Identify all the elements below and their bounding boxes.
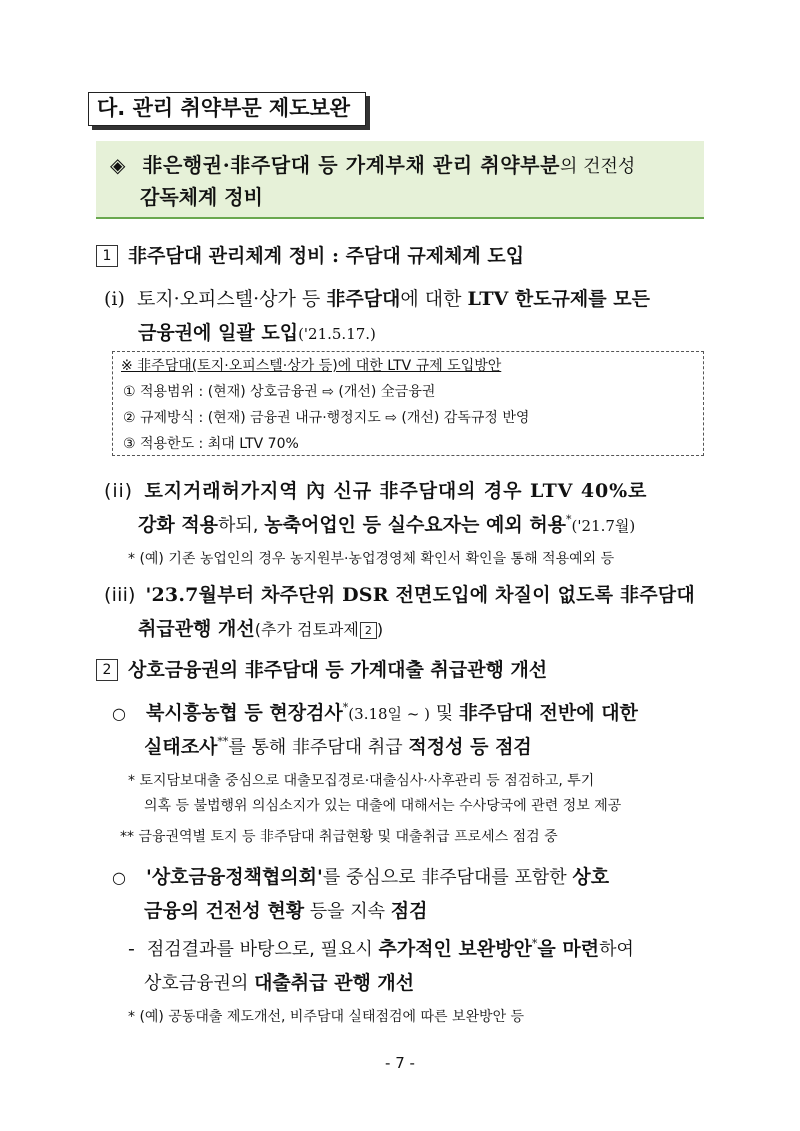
item2-b1-sup: * (342, 701, 349, 714)
item1-i-text: 토지·오피스텔·상가 등 (136, 288, 327, 310)
item1-i-text2: 에 대한 (400, 288, 468, 310)
item2-b3-text: 점검결과를 바탕으로, 필요시 (146, 939, 379, 960)
item2-b2-bold3: 금융의 건전성 현황 (144, 900, 305, 922)
item2-b1-bold2: 非주담대 전반에 대한 (458, 702, 638, 724)
item2-b2-line1 (112, 862, 609, 889)
item1-i-line2 (138, 318, 376, 345)
item1-ii-line2 (138, 510, 635, 537)
item2-b3-bold: 추가적인 보완방안 (378, 938, 532, 960)
summary-line-2: 감독체계 정비 (140, 185, 263, 209)
ltv-note-box (112, 351, 704, 456)
item1-i-bold: 非주담대 (326, 288, 401, 310)
item2-b2-line2 (144, 896, 428, 923)
summary-box (96, 141, 704, 219)
item1-i-bold2: LTV 한도규제를 모든 (467, 288, 650, 310)
item1-ii-footnote: * (예) 기존 농업인의 경우 농지원부·농업경영체 확인서 확인을 통해 적용예외 등 (128, 551, 615, 567)
item1-iii-text: (추가 검토과제 (254, 620, 359, 639)
item2-b3-footnote: * (예) 공동대출 제도개선, 비주담대 실태점검에 따른 보완방안 등 (128, 1009, 525, 1025)
item1-ii-bold3: 농축어업인 등 실수요자는 예외 허용 (264, 514, 567, 536)
item1-ii-bold2: 강화 적용 (138, 514, 219, 536)
item2-b3-line2 (144, 968, 414, 995)
note-row-2: ② 규제방식 : (현재) 금융권 내규·행정지도 ⇨ (개선) 감독규정 반영 (123, 410, 530, 426)
note-title: ※ 非주담대(토지·오피스텔·상가 등)에 대한 LTV 규제 도입방안 (121, 358, 502, 374)
item2-b1-bold: 북시흥농협 등 현장검사 (146, 702, 343, 724)
dash-bullet: - (128, 938, 135, 960)
item2-b1-fn1-a: * 토지담보대출 중심으로 대출모집경로·대출심사·사후관리 등 점검하고, 투기 (128, 773, 595, 789)
item2-b1-fn2: ** 금융권역별 토지 등 非주담대 취급현황 및 대출취급 프로세스 점검 중 (120, 829, 558, 845)
summary-text-b: 의 건전성 (560, 156, 636, 177)
note-row-3: ③ 적용한도 : 최대 LTV 70% (123, 436, 299, 452)
note-row-1: ① 적용범위 : (현재) 상호금융권 ⇨ (개선) 全금융권 (123, 384, 436, 400)
item1-iii-line1 (104, 580, 695, 607)
item1-iii-marker: (iii) (104, 584, 136, 606)
item1-iii-bold: '23.7월부터 차주단위 DSR 전면도입에 차질이 없도록 非주담대 (145, 584, 695, 606)
item1-i-marker: (i) (104, 288, 125, 310)
item1-title: 非주담대 관리체계 정비 : 주담대 규제체계 도입 (128, 245, 525, 267)
section-title: 다. 관리 취약부문 제도보완 (88, 92, 366, 126)
item1-number-box: 1 (96, 245, 118, 267)
item2-b1-text: 및 (430, 703, 459, 724)
item2-b3-sup: * (531, 937, 538, 950)
item1-i-date: ('21.5.17.) (298, 325, 376, 343)
item1-i-bold3: 금융권에 일괄 도입 (138, 322, 299, 344)
item2-b2-text2: 등을 지속 (304, 901, 391, 922)
summary-text-a: 非은행권·非주담대 등 가계부채 관리 취약부분 (142, 153, 561, 177)
item2-b3-bold2: 을 마련 (537, 938, 600, 960)
item2-b2-bold2: 상호 (572, 866, 610, 888)
item2-number-box: 2 (96, 659, 118, 681)
item2-b3-text2: 하여 (599, 939, 634, 960)
item1-iii-bold2: 취급관행 개선 (138, 618, 255, 640)
item1-ii-date: ('21.7월) (571, 517, 636, 535)
item2-b1-date: (3.18일 ~ ) (348, 705, 430, 723)
page-number: - 7 - (385, 1054, 415, 1072)
item1-iii-close: ) (376, 620, 384, 639)
item1-i-line1 (104, 284, 650, 311)
item2-heading (96, 655, 547, 682)
item1-iii-line2 (138, 614, 383, 641)
summary-line-1 (110, 151, 635, 181)
item2-b1-sup2: ** (217, 735, 229, 748)
item2-b1-fn1-b: 의혹 등 불법행위 의심소지가 있는 대출에 대해서는 수사당국에 관련 정보 제공 (144, 798, 622, 814)
item1-ii-bold: 토지거래허가지역 內 신규 非주담대의 경우 LTV 40%로 (144, 480, 648, 502)
item1-ii-text: 하되, (218, 515, 265, 536)
item2-b3-line1 (128, 934, 634, 961)
circle-bullet-icon: ○ (112, 704, 126, 723)
item2-b2-bold4: 점검 (390, 900, 428, 922)
item1-heading (96, 241, 524, 268)
circle-bullet-icon: ○ (112, 868, 126, 887)
item2-b1-line1 (112, 698, 638, 725)
diamond-bullet-icon: ◈ (110, 153, 126, 177)
item1-ii-marker: (ii) (104, 480, 133, 502)
item1-iii-ref-box: 2 (360, 622, 377, 639)
item1-ii-line1 (104, 476, 647, 503)
item2-b3-bold3: 대출취급 관행 개선 (254, 972, 415, 994)
item2-b2-text: 를 중심으로 非주담대를 포함한 (322, 867, 573, 888)
item2-b1-line2 (144, 732, 532, 759)
item1-ii-sup: * (566, 513, 572, 526)
item2-title: 상호금융권의 非주담대 등 가계대출 취급관행 개선 (128, 659, 548, 681)
item2-b2-bold: '상호금융정책협의회' (146, 866, 323, 888)
item2-b3-text3: 상호금융권의 (144, 973, 255, 994)
item2-b1-bold3: 실태조사 (144, 736, 218, 758)
item2-b1-text2: 를 통해 非주담대 취급 (228, 737, 409, 758)
item2-b1-bold4: 적정성 등 점검 (408, 736, 532, 758)
